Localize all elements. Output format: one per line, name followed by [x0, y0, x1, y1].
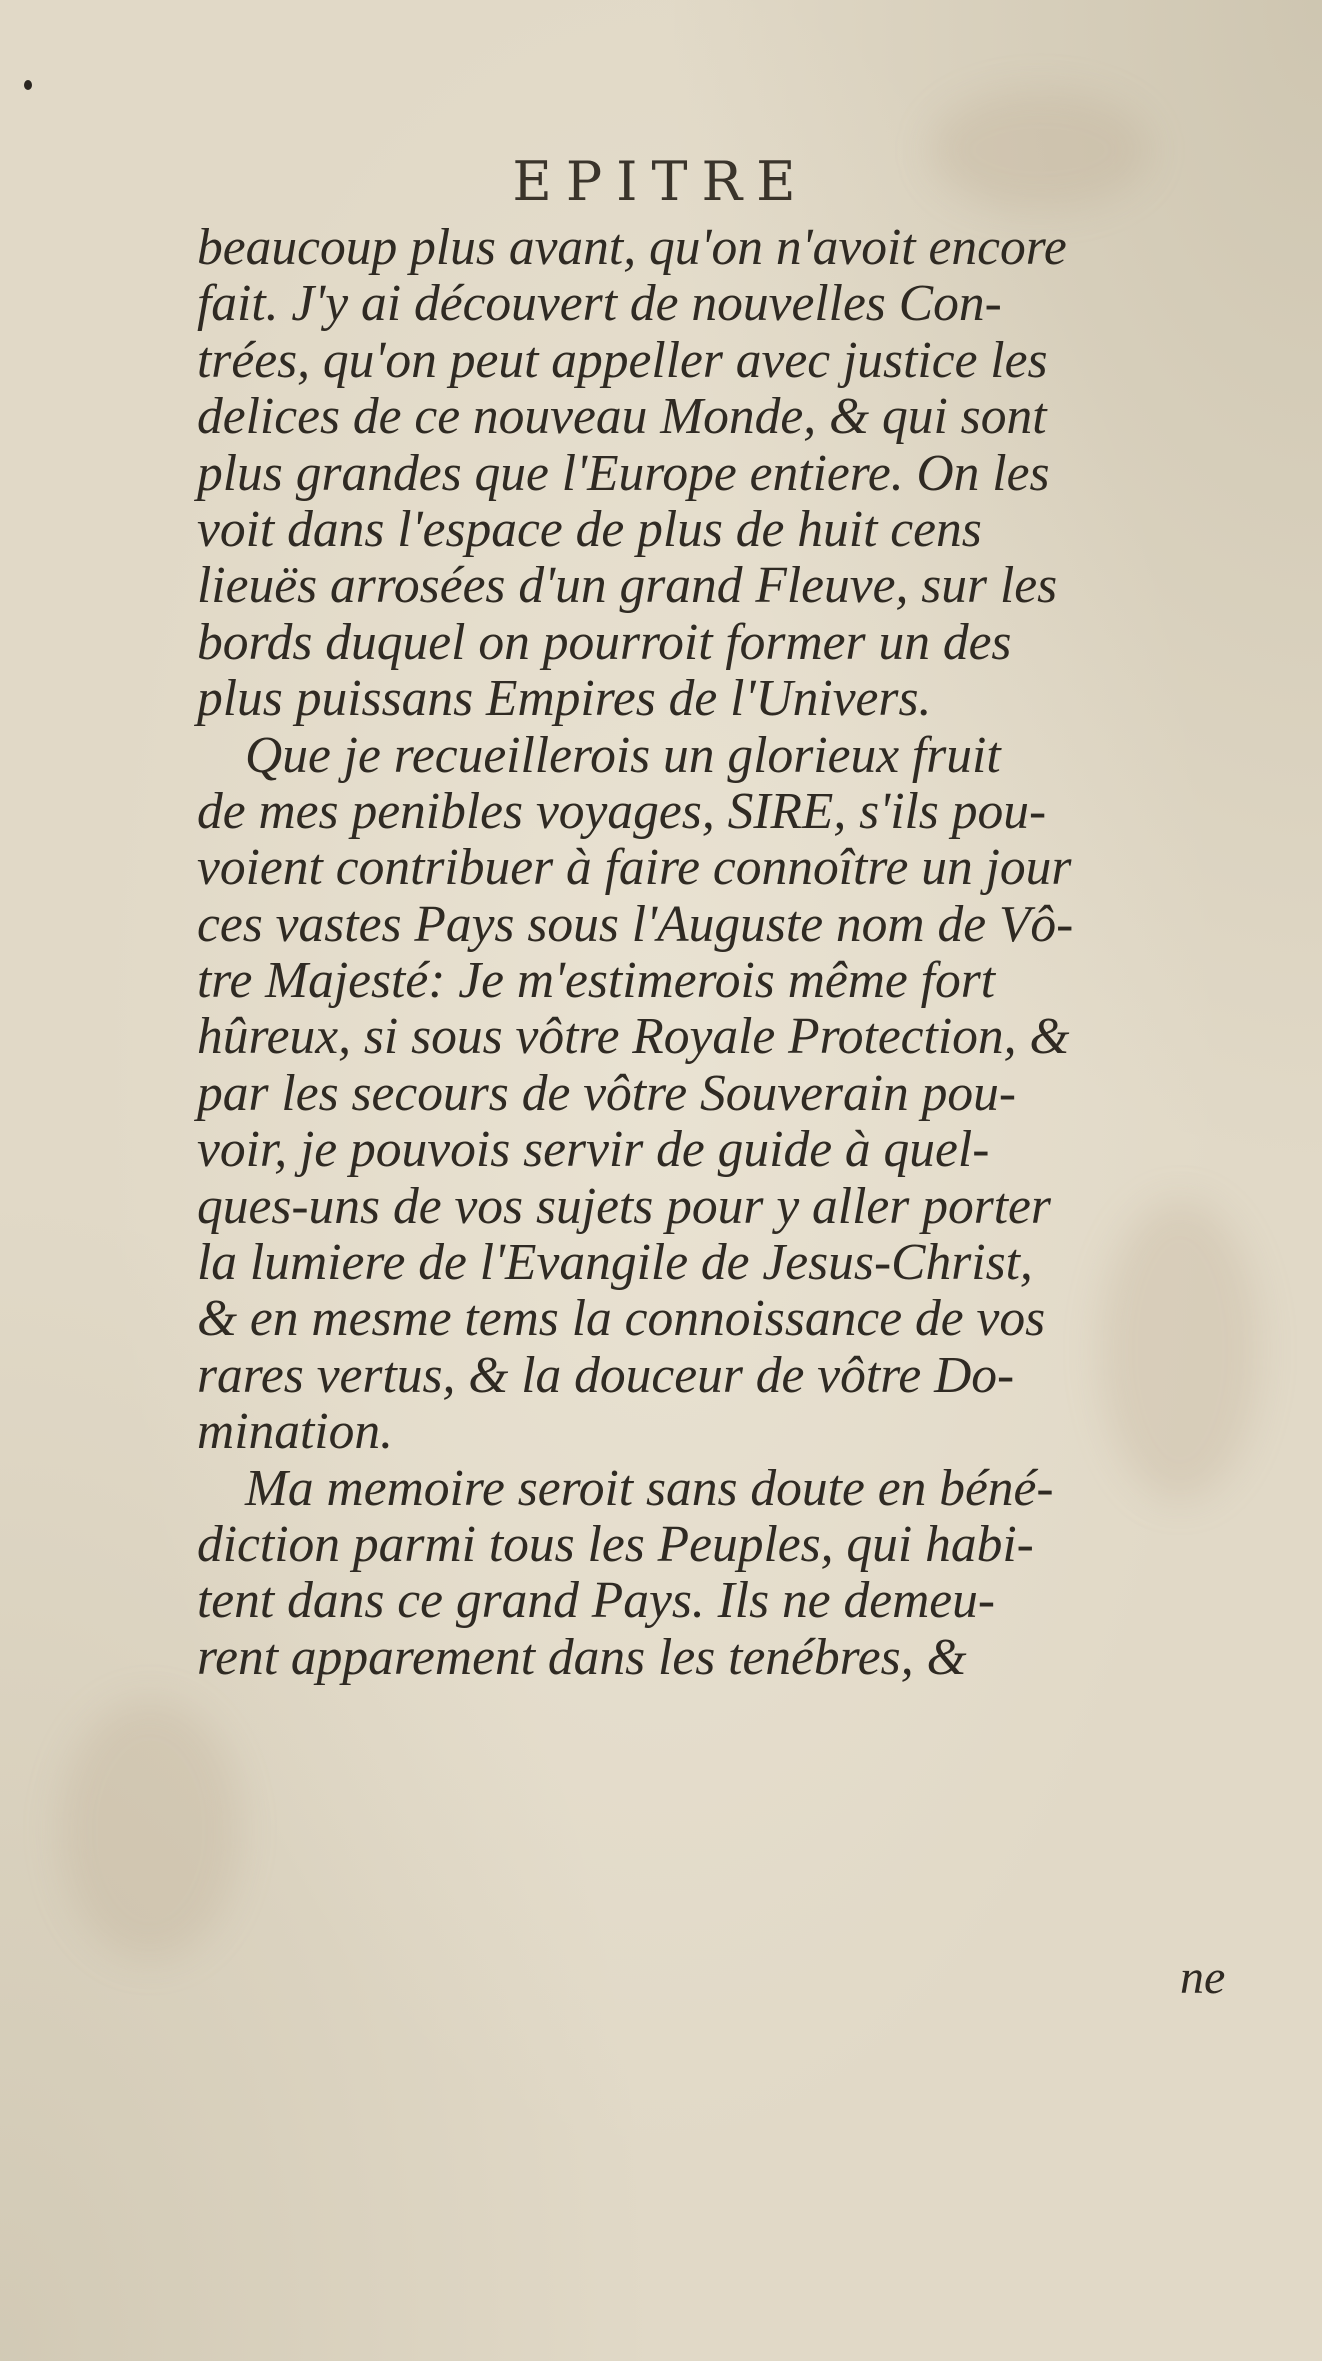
text-line: ces vastes Pays sous l'Auguste nom de Vô- — [197, 895, 1074, 953]
text-line: tre Majesté: Je m'estimerois même fort — [197, 952, 996, 1010]
ink-spot — [24, 80, 32, 90]
text-line: hûreux, si sous vôtre Royale Protection, & — [197, 1008, 1070, 1066]
text-line: par les secours de vôtre Souverain pou- — [197, 1064, 1017, 1122]
body-text — [197, 220, 1217, 1686]
text-line: rares vertus, & la douceur de vôtre Do- — [197, 1346, 1015, 1404]
text-line: mination. — [197, 1403, 393, 1461]
text-line: lieuës arrosées d'un grand Fleuve, sur les — [197, 557, 1058, 615]
text-line: ques-uns de vos sujets pour y aller porter — [197, 1177, 1051, 1235]
text-line: diction parmi tous les Peuples, qui habi- — [197, 1515, 1034, 1573]
text-line: Ma memoire seroit sans doute en béné- — [245, 1459, 1054, 1517]
text-line: Que je recueillerois un glorieux fruit — [245, 726, 1001, 784]
text-line: rent apparement dans les tenébres, & — [197, 1628, 967, 1686]
text-line: fait. J'y ai découvert de nouvelles Con- — [197, 275, 1002, 333]
text-line: plus puissans Empires de l'Univers. — [197, 670, 932, 728]
text-line: & en mesme tems la connoissance de vos — [197, 1290, 1046, 1348]
text-line: voient contribuer à faire connoître un jour — [197, 839, 1072, 897]
text-line: la lumiere de l'Evangile de Jesus-Christ, — [197, 1234, 1033, 1292]
text-line: beaucoup plus avant, qu'on n'avoit encore — [197, 219, 1067, 276]
text-line: delices de ce nouveau Monde, & qui sont — [197, 388, 1047, 446]
text-line: tent dans ce grand Pays. Ils ne demeu- — [197, 1572, 996, 1630]
text-line: voit dans l'espace de plus de huit cens — [197, 500, 982, 558]
text-line: plus grandes que l'Europe entiere. On les — [197, 444, 1050, 502]
text-line: bords duquel on pourroit former un des — [197, 613, 1012, 671]
text-line: trées, qu'on peut appeller avec justice les — [197, 331, 1048, 389]
paper-stain — [60, 1700, 240, 1960]
running-header: EPITRE — [512, 150, 810, 213]
text-line: de mes penibles voyages, SIRE, s'ils pou- — [197, 782, 1047, 840]
catchword: ne — [1180, 1951, 1226, 2004]
text-line: voir, je pouvois servir de guide à quel- — [197, 1121, 990, 1179]
